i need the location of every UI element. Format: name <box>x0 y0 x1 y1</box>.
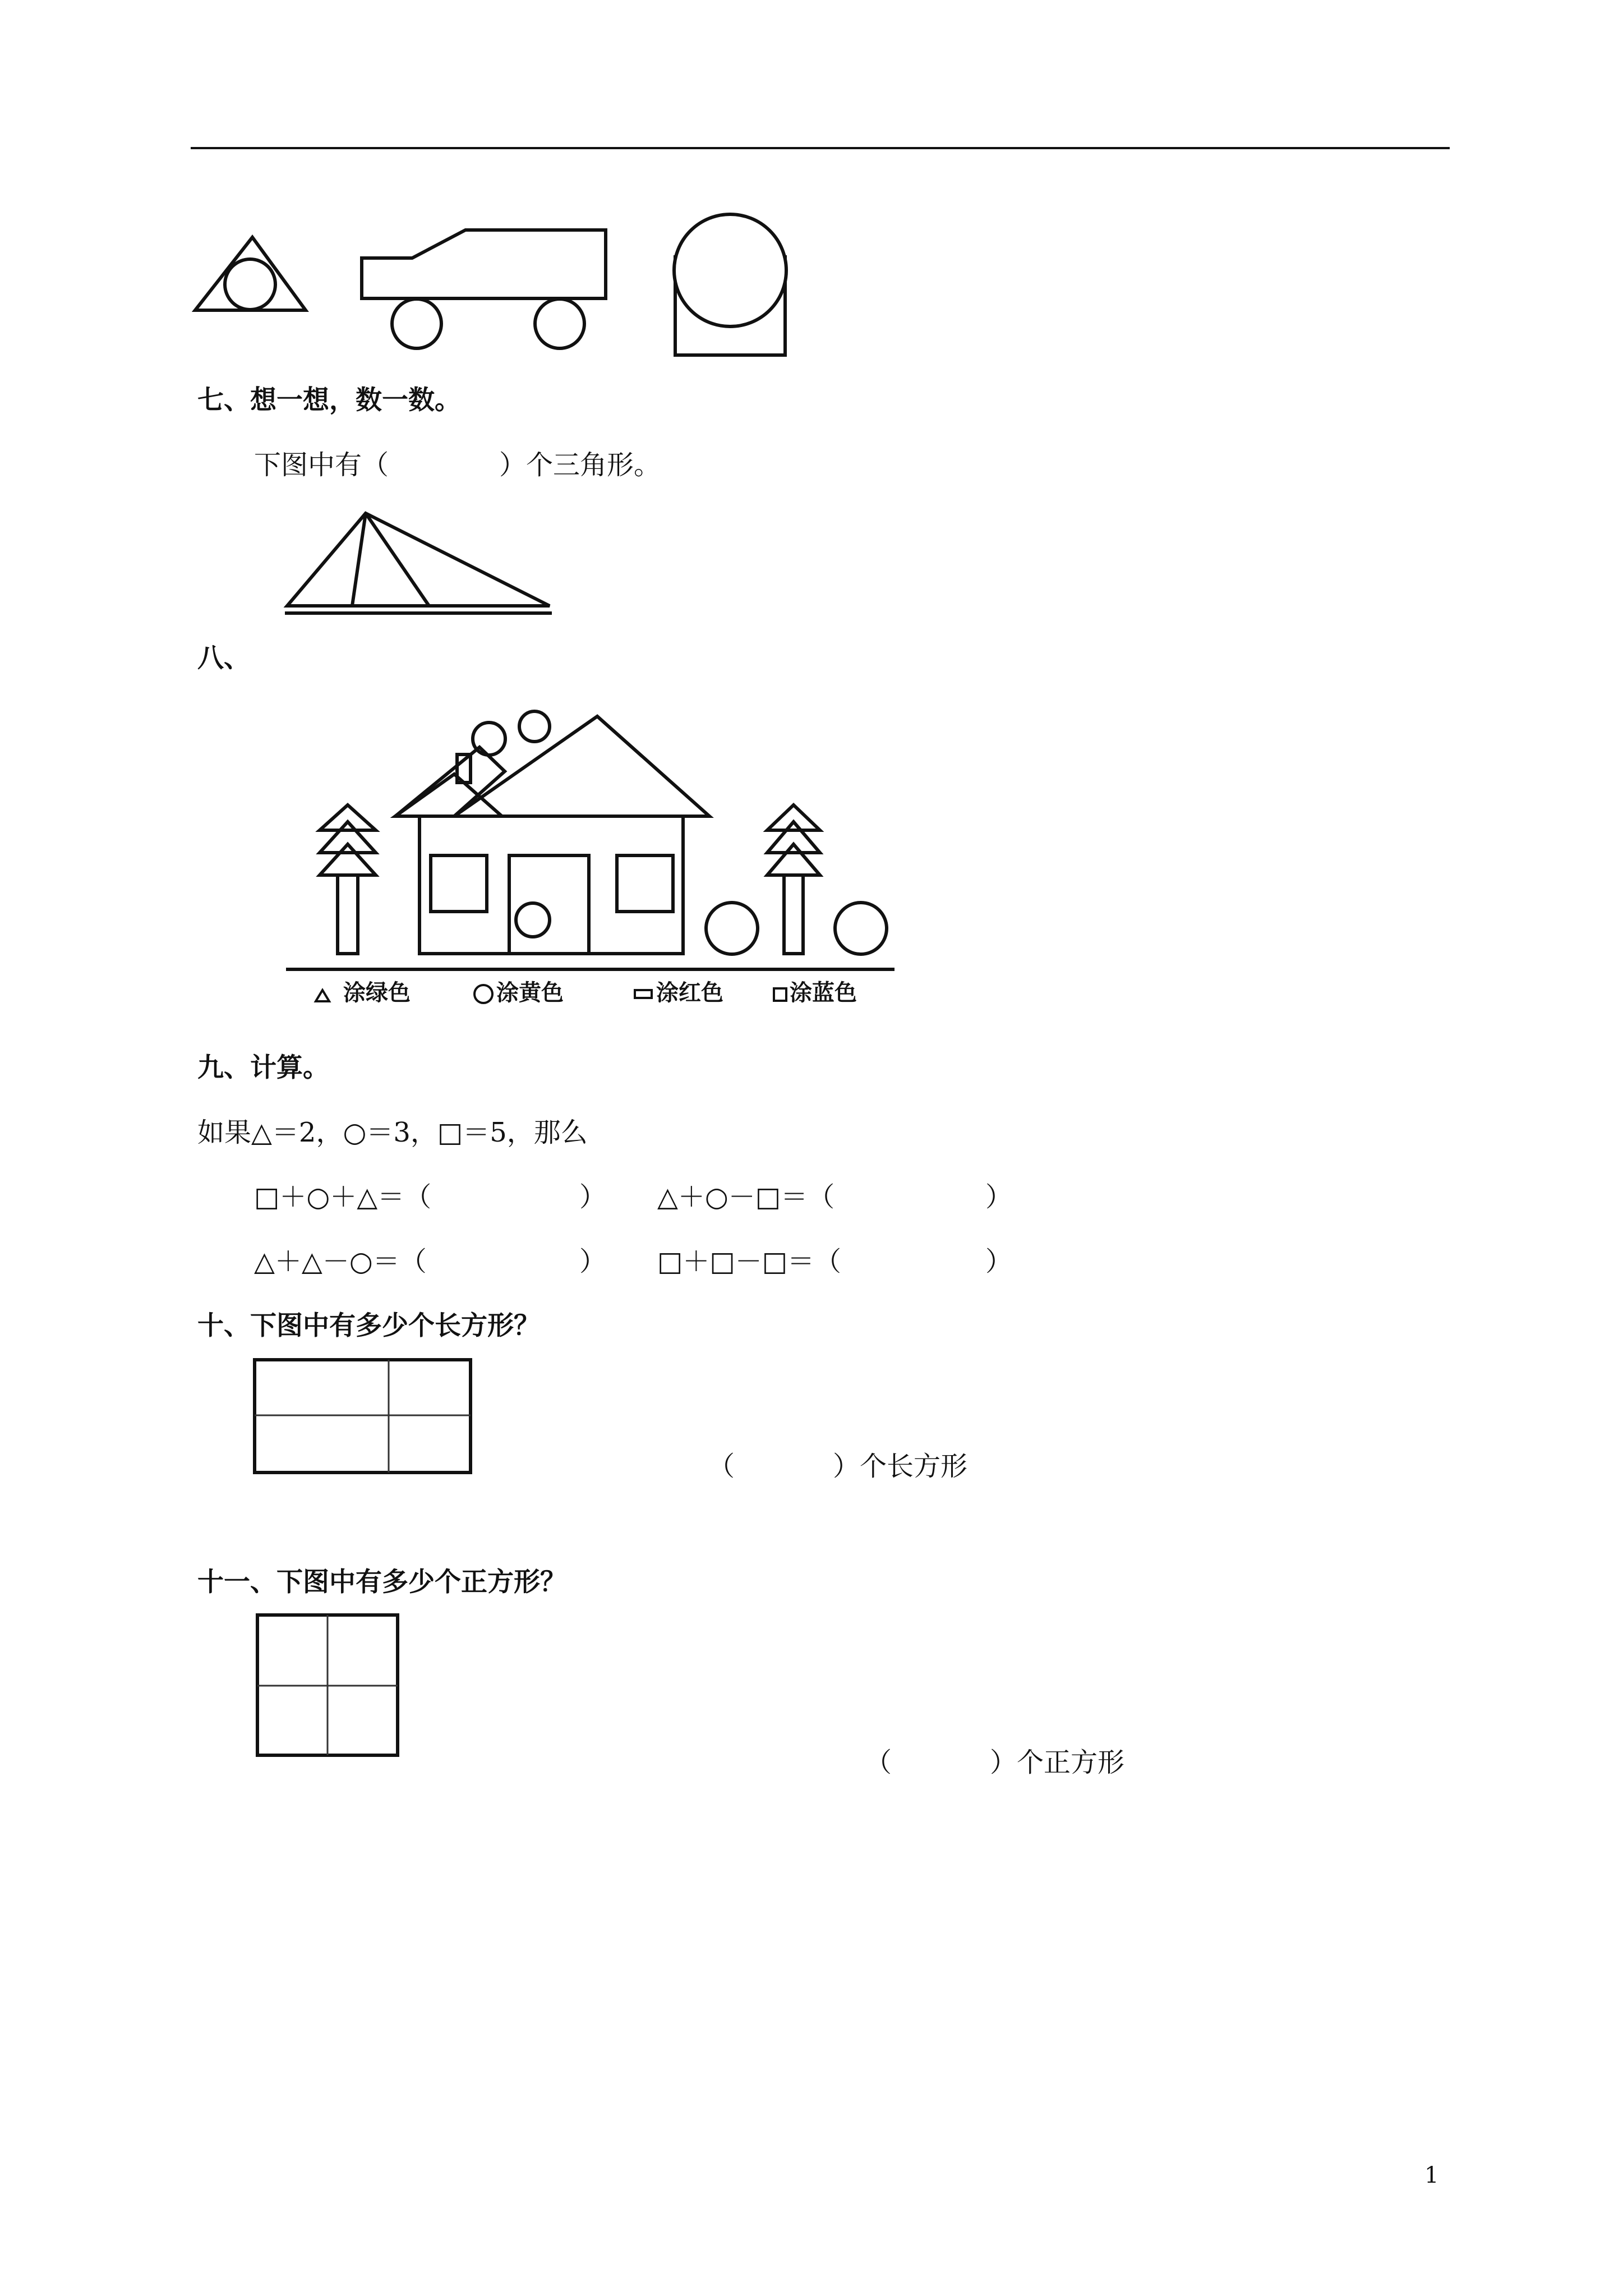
legend-blue-label: 涂蓝色 <box>790 980 857 1006</box>
q10-answer-open: （ <box>708 1451 735 1482</box>
legend-red-label: 涂红色 <box>656 980 723 1006</box>
legend-yellow-label: 涂黄色 <box>496 980 564 1006</box>
q8-title: 八、 <box>197 643 250 674</box>
q9-close-paren-2: ） <box>985 1181 1013 1213</box>
squares-count-figure <box>255 1613 401 1759</box>
q9-answer-4[interactable] <box>852 1245 976 1276</box>
q7-prompt-before: 下图中有（ <box>254 449 389 481</box>
q9-answer-1[interactable] <box>449 1181 572 1212</box>
q7-prompt-after: ）个三角形。 <box>499 449 661 481</box>
legend-rectangle-icon <box>634 988 653 1000</box>
q9-condition: 如果△＝2，○＝3，□＝5，那么 <box>197 1117 588 1148</box>
q9-answer-2[interactable] <box>852 1181 976 1212</box>
q9-equation-4: □＋□－□＝（ <box>657 1246 842 1277</box>
triangles-count-figure <box>280 508 555 614</box>
q9-title: 九、计算。 <box>197 1052 329 1083</box>
q9-equation-2: △＋○－□＝（ <box>657 1181 835 1213</box>
q9-close-paren-4: ） <box>985 1246 1013 1277</box>
header-rule <box>191 147 1450 149</box>
rectangles-count-figure <box>252 1358 474 1478</box>
legend-green-label: 涂绿色 <box>343 980 411 1006</box>
q9-equation-1: □＋○＋△＝（ <box>254 1181 432 1213</box>
page-number: 1 <box>1424 2162 1439 2188</box>
car-shapes-figure <box>359 224 611 353</box>
q7-title: 七、想一想，数一数。 <box>197 385 461 416</box>
q10-title: 十、下图中有多少个长方形？ <box>197 1310 540 1341</box>
q10-answer-close: ）个长方形 <box>833 1451 968 1482</box>
q11-answer-close: ）个正方形 <box>990 1747 1125 1778</box>
q11-answer-open: （ <box>865 1747 892 1778</box>
q9-close-paren-1: ） <box>579 1181 607 1213</box>
legend-circle-icon <box>472 983 495 1005</box>
circle-on-square-figure <box>667 208 791 359</box>
q9-equation-3: △＋△－○＝（ <box>254 1246 427 1277</box>
q10-answer-blank[interactable] <box>735 1450 827 1481</box>
legend-square-icon <box>773 987 787 1002</box>
triangle-with-circle-figure <box>191 233 314 334</box>
q11-answer-blank[interactable] <box>892 1746 987 1777</box>
house-scene-figure <box>286 704 937 973</box>
q9-answer-3[interactable] <box>449 1245 572 1276</box>
q7-answer-blank[interactable] <box>393 449 496 480</box>
legend-triangle-icon <box>314 988 331 1003</box>
q9-close-paren-3: ） <box>579 1246 607 1277</box>
q11-title: 十一、下图中有多少个正方形？ <box>197 1567 566 1598</box>
